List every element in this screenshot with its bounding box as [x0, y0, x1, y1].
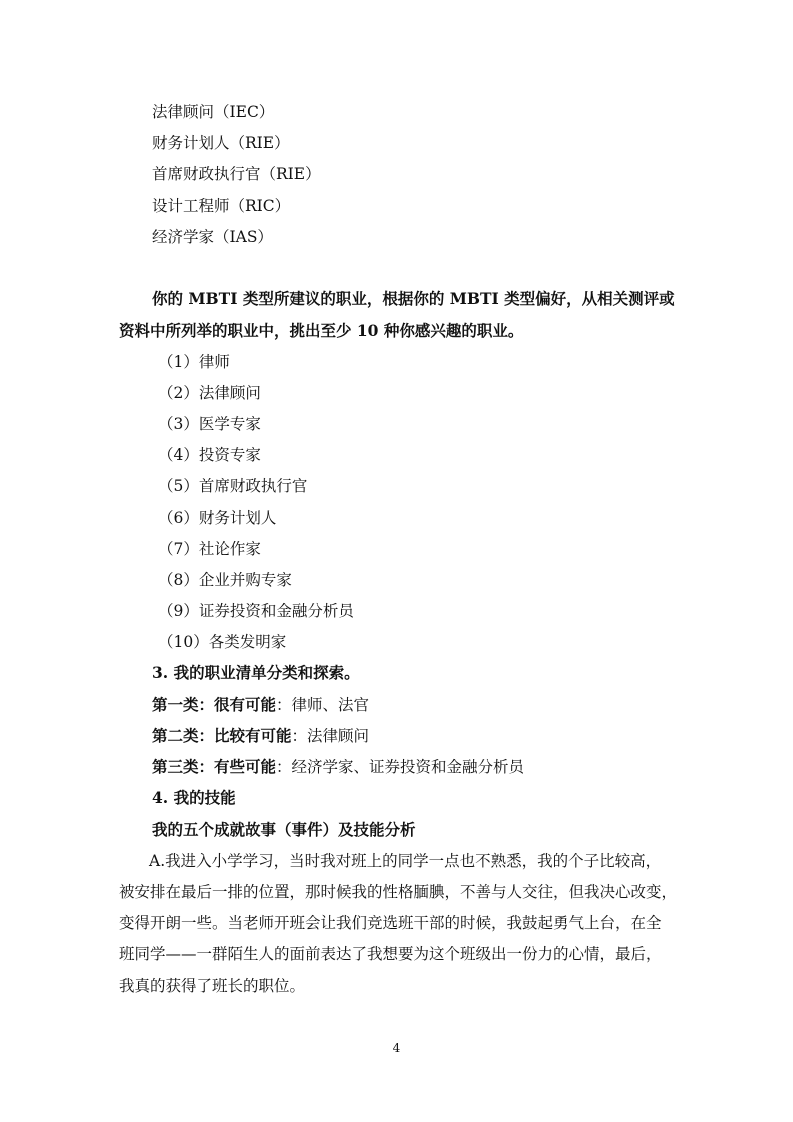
career-item: 财务计划人（RIE） — [152, 134, 290, 152]
paragraph-line: 变得开朗一些。当老师开班会让我们竞选班干部的时候，我鼓起勇气上台，在全 — [119, 914, 662, 932]
category-2 — [152, 726, 369, 746]
category-3 — [152, 757, 524, 777]
paragraph-line: 我真的获得了班长的职位。 — [119, 977, 306, 995]
mbti-heading-line1: 你的 MBTI 类型所建议的职业，根据你的 MBTI 类型偏好，从相关测评或 — [152, 289, 675, 308]
category-2-label: 第二类：比较有可能 — [152, 726, 292, 745]
category-2-value: ：法律顾问 — [291, 727, 370, 745]
paragraph-line: A.我进入小学学习，当时我对班上的同学一点也不熟悉，我的个子比较高， — [149, 852, 662, 870]
section3-title: 3. 我的职业清单分类和探索。 — [152, 663, 360, 682]
interest-item: （1）律师 — [158, 353, 230, 371]
career-item: 设计工程师（RIC） — [152, 197, 291, 215]
category-1 — [152, 695, 369, 715]
interest-item: （10）各类发明家 — [158, 633, 287, 651]
interest-item: （9）证券投资和金融分析员 — [158, 602, 354, 620]
category-1-label: 第一类：很有可能 — [152, 695, 277, 714]
category-3-value: ：经济学家、证券投资和金融分析员 — [276, 758, 525, 776]
interest-item: （4）投资专家 — [158, 446, 261, 464]
interest-item: （8）企业并购专家 — [158, 571, 292, 589]
page-number: 4 — [392, 1041, 401, 1055]
section4-title: 4. 我的技能 — [152, 788, 236, 807]
interest-item: （2）法律顾问 — [158, 384, 261, 402]
interest-item: （3）医学专家 — [158, 415, 261, 433]
career-item: 经济学家（IAS） — [152, 228, 273, 246]
section4-subtitle: 我的五个成就故事（事件）及技能分析 — [152, 820, 416, 839]
category-1-value: ：律师、法官 — [276, 696, 370, 714]
interest-item: （7）社论作家 — [158, 540, 261, 558]
paragraph-line: 班同学——一群陌生人的面前表达了我想要为这个班级出一份力的心情，最后， — [119, 945, 662, 963]
career-item: 法律顾问（IEC） — [152, 103, 275, 121]
category-3-label: 第三类：有些可能 — [152, 757, 277, 776]
interest-item: （5）首席财政执行官 — [158, 477, 308, 495]
career-item: 首席财政执行官（RIE） — [152, 165, 321, 183]
mbti-heading-line2: 资料中所列举的职业中，挑出至少 10 种你感兴趣的职业。 — [119, 321, 524, 340]
interest-item: （6）财务计划人 — [158, 509, 277, 527]
paragraph-line: 被安排在最后一排的位置，那时候我的性格腼腆，不善与人交往，但我决心改变， — [119, 883, 678, 901]
